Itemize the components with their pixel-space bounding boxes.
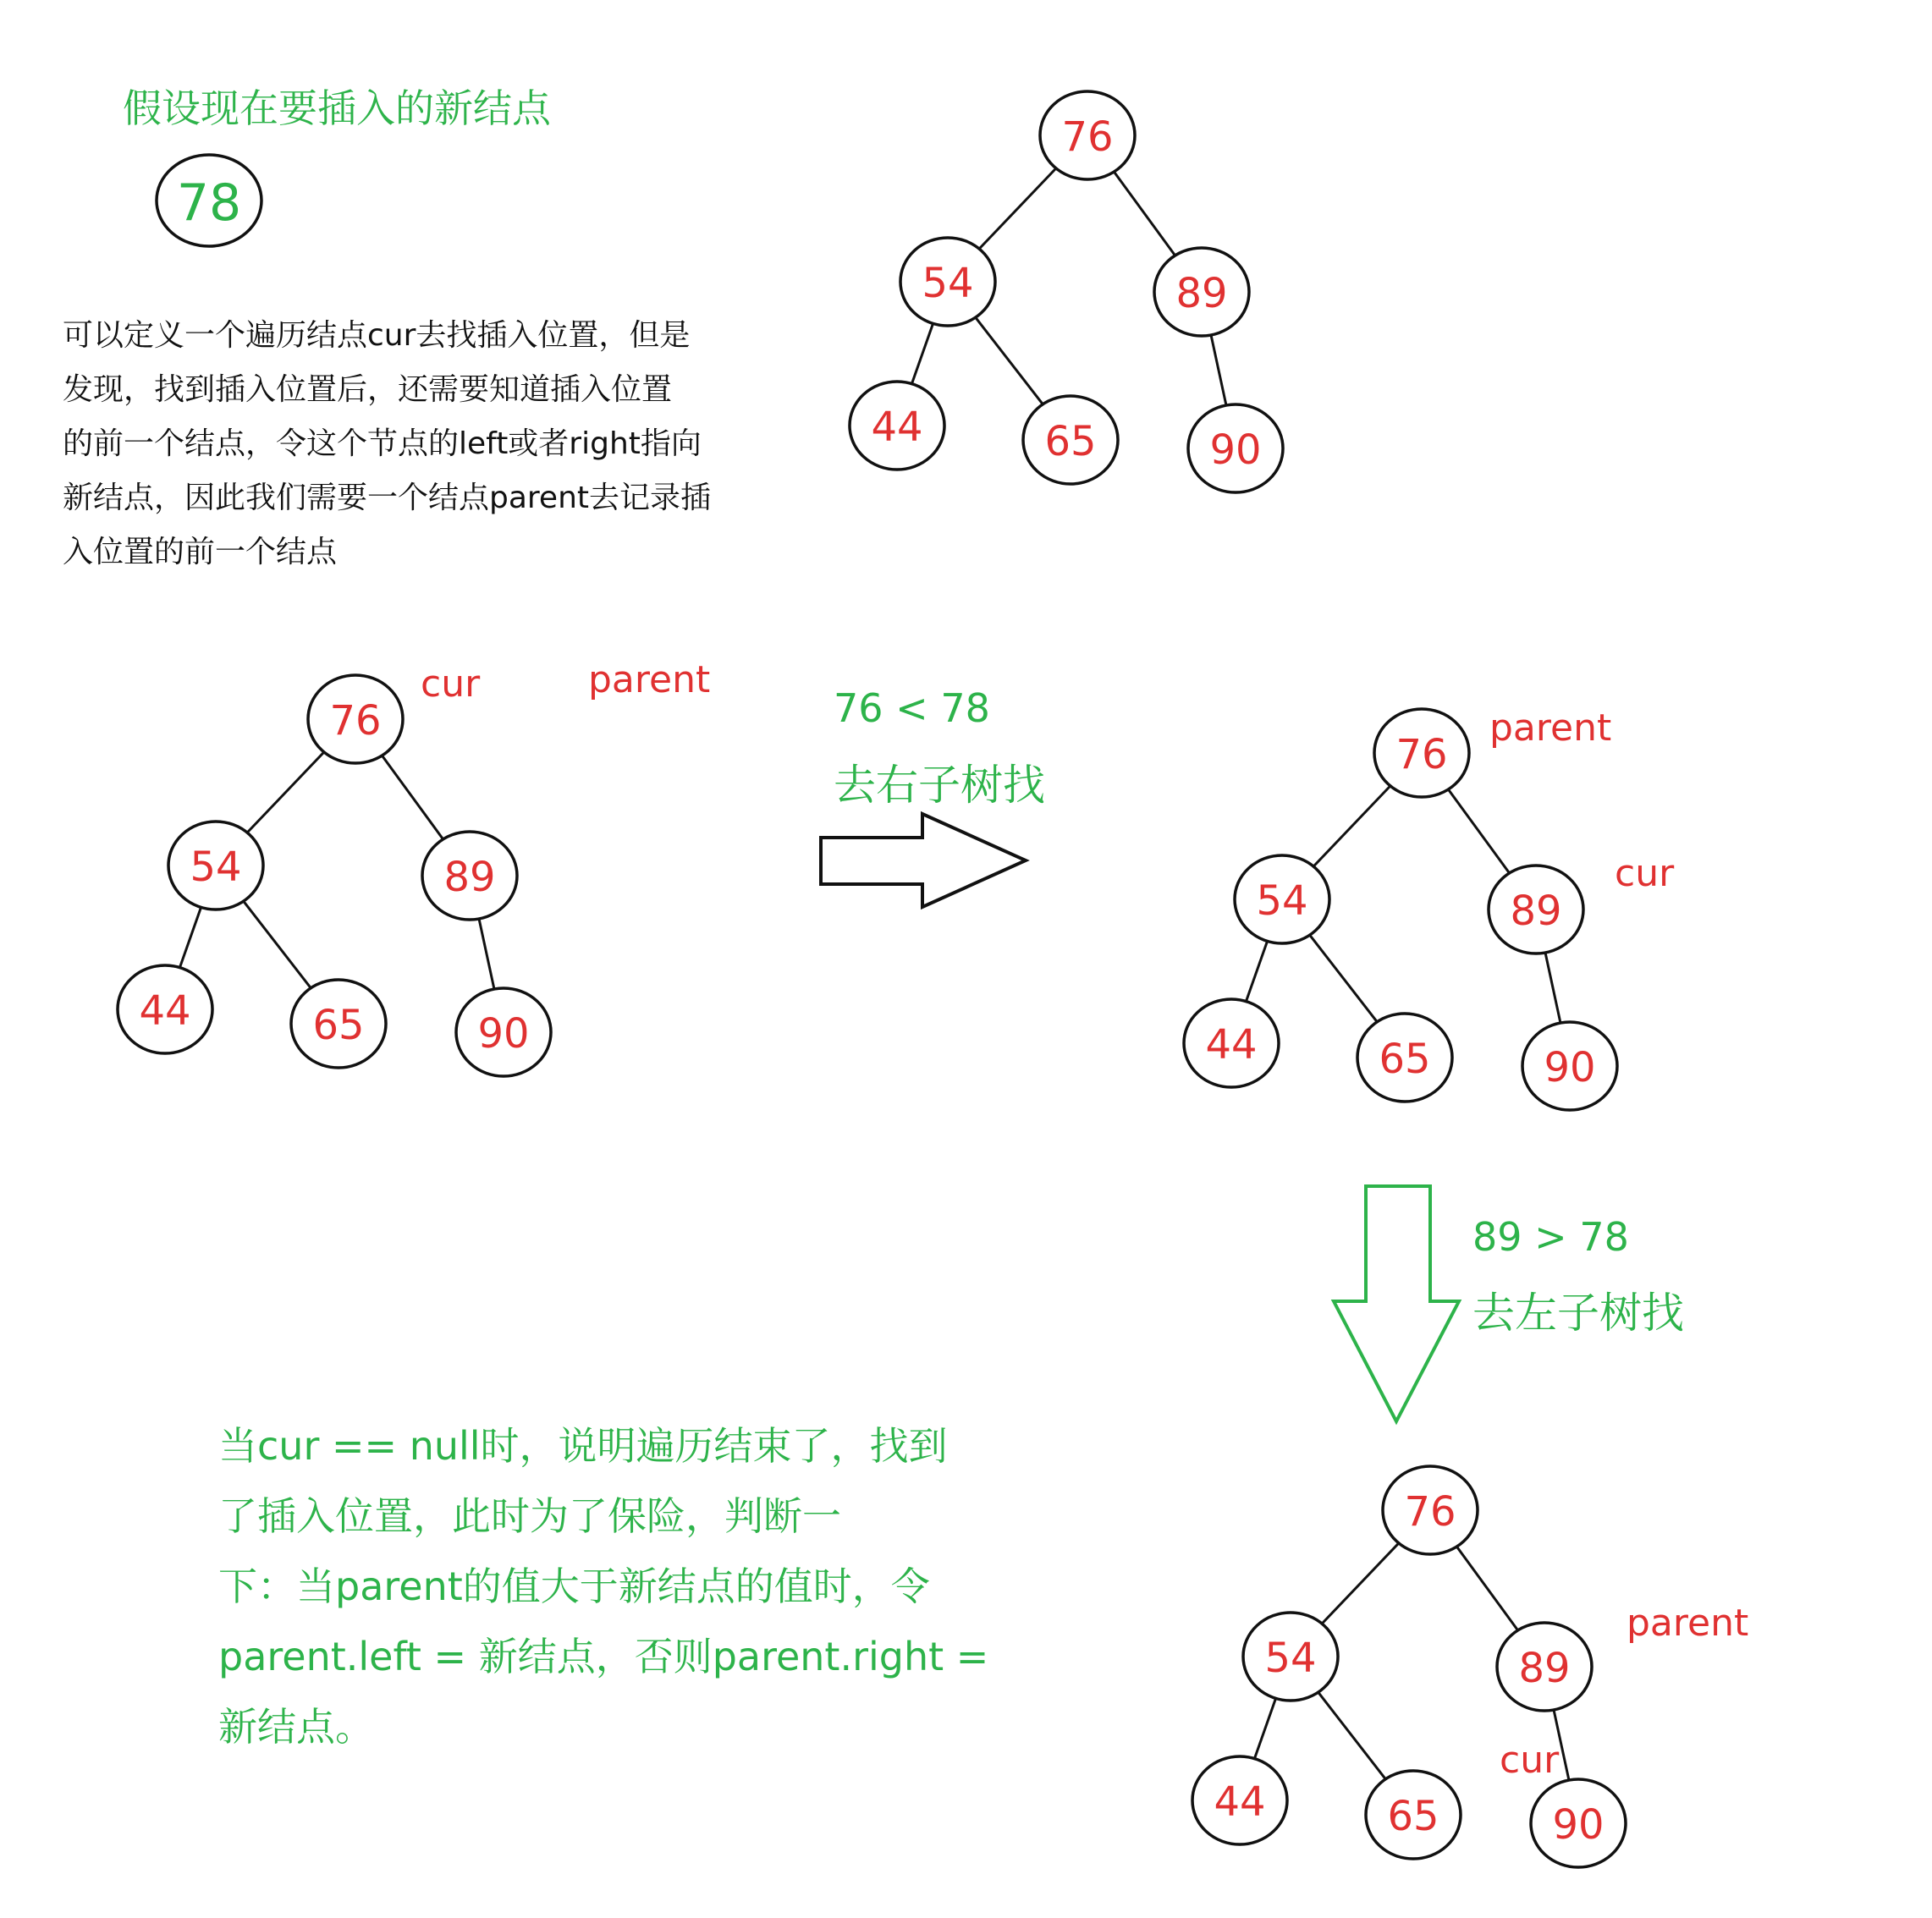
tree-edge	[1246, 941, 1267, 1002]
tree-node	[1188, 404, 1283, 492]
binary-tree	[1192, 1466, 1626, 1867]
tree-node	[1497, 1623, 1592, 1711]
tree-node-value: 89	[1518, 1645, 1571, 1692]
intro-line: 可以定义一个遍历结点cur去找插入位置，但是	[63, 318, 691, 353]
tree-node	[1374, 709, 1469, 797]
tree-edge	[246, 751, 325, 834]
parent-label: parent	[1489, 706, 1612, 750]
tree-node-value: 65	[312, 1002, 365, 1049]
tree-edge	[1114, 171, 1176, 256]
tree-node-value: 90	[477, 1010, 530, 1058]
tree-node	[422, 832, 517, 920]
new-node-title: 假设现在要插入的新结点	[123, 85, 551, 131]
cur-label: cur	[1615, 852, 1675, 895]
tree-node	[291, 980, 386, 1068]
new-node-value: 78	[176, 173, 242, 233]
right-arrow-icon	[821, 814, 1026, 907]
tree-node	[118, 965, 212, 1053]
tree-node	[308, 675, 403, 763]
tree-node-value: 76	[1404, 1488, 1456, 1536]
tree-edge	[1313, 785, 1391, 868]
tree-node-value: 44	[871, 404, 923, 451]
conclusion-line: 下：当parent的值大于新结点的值时，令	[218, 1564, 930, 1609]
step1-action: 去右子树找	[834, 761, 1045, 810]
tree-edge	[978, 168, 1057, 250]
tree-node	[1366, 1771, 1461, 1859]
tree-node	[1154, 248, 1249, 336]
parent-label: parent	[588, 658, 711, 701]
tree-node-value: 44	[1205, 1021, 1258, 1069]
tree-node-value: 54	[190, 844, 242, 891]
conclusion-line: parent.left = 新结点，否则parent.right =	[218, 1634, 989, 1679]
tree-node-value: 90	[1544, 1044, 1596, 1091]
tree-edge	[1448, 789, 1511, 874]
tree-node	[1522, 1022, 1617, 1110]
tree-edge	[479, 919, 494, 989]
tree-node	[1357, 1014, 1452, 1102]
tree-diagrams	[118, 91, 1626, 1867]
binary-tree	[1184, 709, 1617, 1110]
parent-label: parent	[1627, 1602, 1749, 1645]
tree-node	[1531, 1779, 1626, 1867]
tree-node	[1243, 1613, 1338, 1701]
tree-node-value: 76	[1395, 731, 1448, 778]
intro-line: 的前一个结点，令这个节点的left或者right指向	[63, 426, 702, 461]
tree-edge	[1321, 1542, 1400, 1625]
tree-node-value: 89	[1510, 888, 1562, 935]
tree-node-value: 54	[1264, 1635, 1317, 1682]
tree-node-value: 54	[1256, 877, 1308, 925]
step2-comparison: 89 > 78	[1472, 1214, 1629, 1260]
tree-node	[900, 238, 995, 326]
tree-node	[456, 988, 551, 1076]
tree-node-value: 65	[1044, 418, 1097, 465]
tree-edge	[1211, 335, 1226, 405]
tree-node-value: 65	[1379, 1036, 1431, 1083]
tree-node	[1040, 91, 1135, 179]
step2-action: 去左子树找	[1472, 1289, 1684, 1338]
tree-node	[1023, 396, 1118, 484]
conclusion-line: 了插入位置，此时为了保险，判断一	[218, 1493, 841, 1539]
cur-label: cur	[1500, 1739, 1560, 1782]
tree-node-value: 44	[1214, 1778, 1266, 1826]
tree-node	[1184, 999, 1279, 1087]
tree-node-value: 76	[1061, 113, 1114, 161]
tree-edge	[243, 900, 311, 989]
tree-node	[1235, 855, 1329, 943]
tree-node	[1192, 1756, 1287, 1844]
tree-node-value: 76	[329, 697, 382, 745]
down-arrow-icon	[1334, 1186, 1459, 1421]
intro-line: 新结点，因此我们需要一个结点parent去记录插	[63, 481, 712, 515]
tree-node-value: 44	[139, 987, 191, 1035]
binary-tree	[118, 675, 551, 1076]
tree-edge	[382, 755, 444, 840]
new-node	[157, 155, 261, 246]
conclusion-line: 当cur == null时，说明遍历结束了，找到	[218, 1423, 948, 1469]
tree-edge	[1254, 1698, 1275, 1759]
conclusion-line: 新结点。	[218, 1704, 374, 1750]
tree-node-value: 89	[443, 854, 496, 901]
tree-edge	[1456, 1546, 1519, 1631]
binary-tree	[850, 91, 1283, 492]
tree-edge	[975, 316, 1043, 405]
tree-node-value: 90	[1552, 1801, 1604, 1849]
tree-node	[168, 822, 263, 910]
tree-edge	[911, 323, 933, 384]
tree-edge	[1318, 1691, 1386, 1780]
intro-line: 发现，找到插入位置后，还需要知道插入位置	[63, 372, 673, 407]
tree-node-value: 54	[922, 260, 974, 307]
tree-node	[1489, 866, 1583, 954]
tree-node-value: 89	[1175, 270, 1228, 317]
step1-comparison: 76 < 78	[834, 685, 990, 731]
tree-node	[1383, 1466, 1478, 1554]
tree-node-value: 90	[1209, 426, 1262, 474]
cur-label: cur	[421, 662, 481, 706]
tree-node-value: 65	[1387, 1793, 1439, 1840]
tree-edge	[179, 907, 201, 968]
tree-edge	[1545, 953, 1560, 1023]
intro-line: 入位置的前一个结点	[63, 535, 338, 569]
tree-node	[850, 382, 944, 470]
tree-edge	[1309, 934, 1378, 1023]
